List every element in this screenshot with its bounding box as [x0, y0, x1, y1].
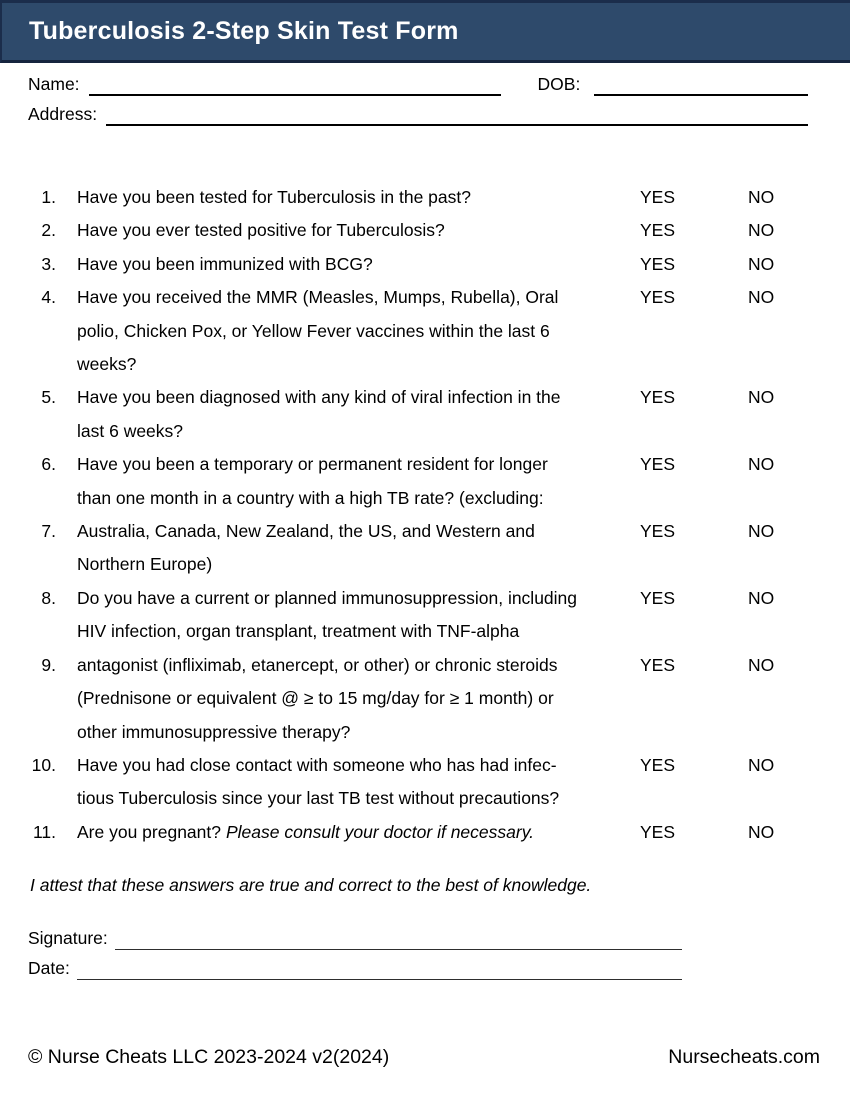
- question-number: 5.: [41, 387, 56, 408]
- no-option[interactable]: NO: [748, 521, 775, 542]
- question-number: 11.: [32, 821, 56, 842]
- question-line: antagonist (infliximab, etanercept, or other) or chronic steroids: [77, 654, 558, 675]
- question-text: [77, 181, 617, 214]
- address-input-line[interactable]: [106, 105, 808, 126]
- question-line: other immunosuppressive therapy?: [77, 721, 351, 742]
- yes-option[interactable]: YES: [640, 387, 676, 408]
- questions-list: [0, 181, 850, 849]
- dob-input-line[interactable]: [594, 75, 808, 96]
- attestation-text: I attest that these answers are true and correct to the best of knowledge.: [30, 875, 592, 896]
- question-line: Are you pregnant? Please consult your doctor if necessary.: [77, 821, 535, 842]
- yes-option[interactable]: YES: [640, 454, 676, 475]
- signature-input-line[interactable]: [115, 929, 682, 950]
- page-title: Tuberculosis 2-Step Skin Test Form: [29, 17, 459, 45]
- page-footer: [28, 1046, 820, 1069]
- name-label: Name:: [28, 74, 80, 94]
- no-option[interactable]: NO: [748, 654, 775, 675]
- question-text: [77, 816, 617, 849]
- question-line: tious Tuberculosis since your last TB test without precautions?: [77, 788, 560, 809]
- signature-block: [28, 928, 682, 980]
- question-number: 7.: [41, 521, 56, 542]
- date-label: Date:: [28, 958, 70, 979]
- name-dob-row: [28, 74, 808, 96]
- question-row: [28, 248, 850, 281]
- question-text: [77, 381, 617, 448]
- question-line: than one month in a country with a high TB rate? (excluding:: [77, 487, 544, 508]
- no-option[interactable]: NO: [748, 454, 775, 475]
- name-input-line[interactable]: [89, 75, 501, 96]
- question-text: [77, 281, 617, 381]
- question-line: Have you received the MMR (Measles, Mumps, Rubella), Oral: [77, 287, 559, 308]
- form-header-bar: [0, 0, 850, 63]
- question-row: [28, 649, 850, 749]
- yes-option[interactable]: YES: [640, 187, 676, 207]
- question-line: Have you ever tested positive for Tuberculosis?: [77, 220, 445, 241]
- question-line: HIV infection, organ transplant, treatment with TNF-alpha: [77, 621, 520, 642]
- yes-option[interactable]: YES: [640, 821, 676, 842]
- question-row: [28, 281, 850, 381]
- question-row: [28, 448, 850, 515]
- no-option[interactable]: NO: [748, 220, 775, 241]
- question-line: polio, Chicken Pox, or Yellow Fever vaccines within the last 6: [77, 320, 550, 341]
- website-text: Nursecheats.com: [668, 1046, 820, 1068]
- question-line: Have you had close contact with someone who has had infec-: [77, 754, 557, 775]
- no-option[interactable]: NO: [748, 187, 775, 207]
- no-option[interactable]: NO: [748, 587, 775, 608]
- question-note: Please consult your doctor if necessary.: [226, 821, 535, 842]
- question-line: last 6 weeks?: [77, 420, 184, 441]
- yes-option[interactable]: YES: [640, 253, 676, 274]
- question-line: Have you been immunized with BCG?: [77, 253, 373, 274]
- question-row: [28, 381, 850, 448]
- no-option[interactable]: NO: [748, 253, 775, 274]
- dob-label: DOB:: [537, 74, 581, 94]
- question-row: [28, 181, 850, 214]
- address-label: Address:: [28, 104, 98, 124]
- question-text: [77, 248, 617, 281]
- yes-option[interactable]: YES: [640, 521, 676, 542]
- question-line: Northern Europe): [77, 554, 213, 575]
- question-text: [77, 214, 617, 247]
- question-number: 4.: [41, 287, 56, 308]
- question-line: (Prednisone or equivalent @ ≥ to 15 mg/day for ≥ 1 month) or: [77, 688, 554, 709]
- yes-option[interactable]: YES: [640, 287, 676, 308]
- question-number: 10.: [31, 754, 56, 775]
- no-option[interactable]: NO: [748, 287, 775, 308]
- question-text: [77, 582, 617, 649]
- question-line: Australia, Canada, New Zealand, the US, and Western and: [77, 521, 535, 542]
- date-input-line[interactable]: [77, 959, 682, 980]
- signature-label: Signature:: [28, 928, 108, 949]
- no-option[interactable]: NO: [748, 754, 775, 775]
- copyright-text: © Nurse Cheats LLC 2023-2024 v2(2024): [28, 1046, 390, 1068]
- no-option[interactable]: NO: [748, 821, 775, 842]
- yes-option[interactable]: YES: [640, 754, 676, 775]
- question-number: 9.: [41, 654, 56, 675]
- signature-row: [28, 928, 682, 950]
- question-number: 1.: [41, 187, 56, 207]
- yes-option[interactable]: YES: [640, 587, 676, 608]
- question-line: Have you been a temporary or permanent resident for longer: [77, 454, 548, 475]
- question-text: [77, 448, 617, 515]
- question-number: 8.: [41, 587, 56, 608]
- patient-fields: [0, 63, 850, 126]
- date-row: [28, 958, 682, 980]
- question-number: 6.: [41, 454, 56, 475]
- question-row: [28, 749, 850, 816]
- question-text: [77, 749, 617, 816]
- yes-option[interactable]: YES: [640, 220, 676, 241]
- no-option[interactable]: NO: [748, 387, 775, 408]
- address-row: [28, 104, 808, 126]
- question-row: [28, 582, 850, 649]
- question-row: [28, 515, 850, 582]
- question-number: 3.: [41, 253, 56, 274]
- question-text: [77, 515, 617, 582]
- question-line: weeks?: [77, 354, 137, 375]
- question-line: Have you been tested for Tuberculosis in the past?: [77, 187, 471, 207]
- question-line: Have you been diagnosed with any kind of viral infection in the: [77, 387, 561, 408]
- question-line: Do you have a current or planned immunosuppression, including: [77, 587, 578, 608]
- question-text: [77, 649, 617, 749]
- question-row: [28, 214, 850, 247]
- question-number: 2.: [41, 220, 56, 241]
- question-row: [28, 816, 850, 849]
- yes-option[interactable]: YES: [640, 654, 676, 675]
